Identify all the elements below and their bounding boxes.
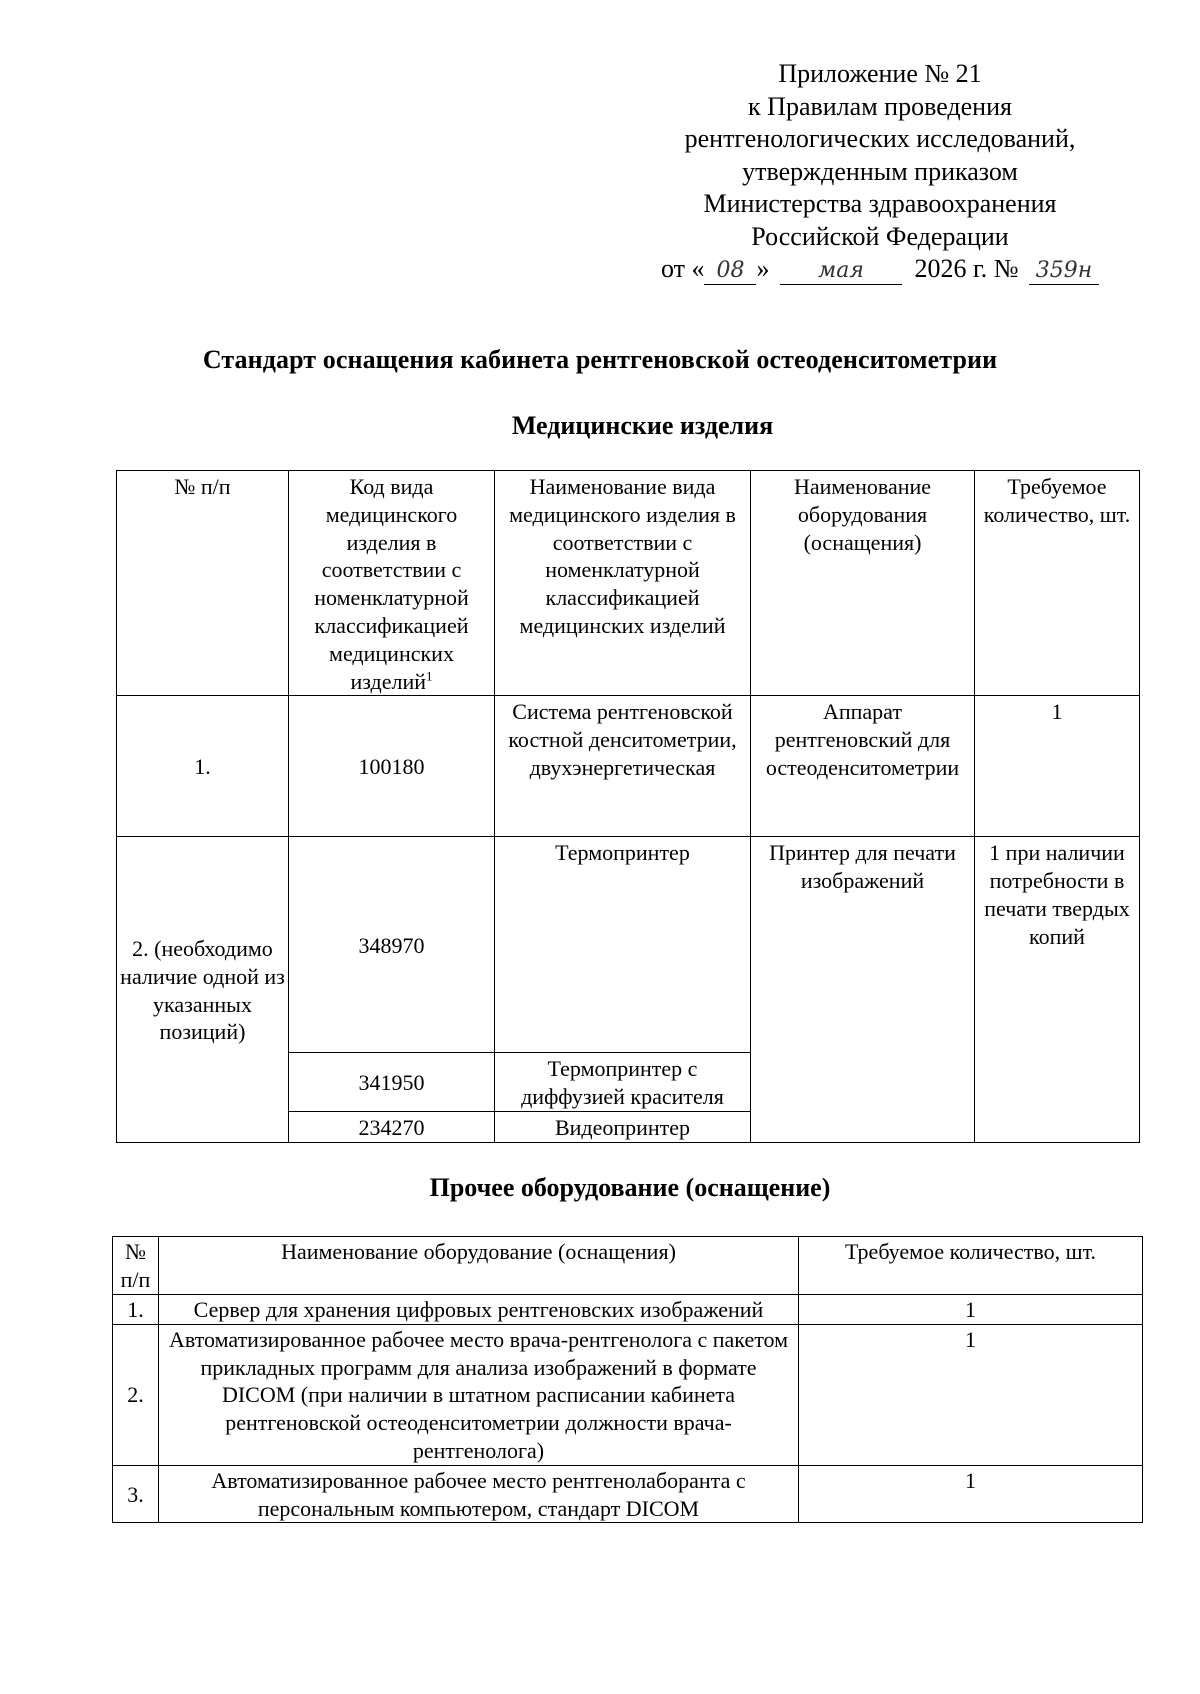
date-year: 2026 г. № bbox=[914, 254, 1019, 283]
header-cell: Наименование оборудование (оснащения) bbox=[159, 1237, 799, 1295]
equipment-name: Автоматизированное рабочее место врача-рентгенолога с пакетом прикладных программ для анализа изображений в формате DICOM (при наличии в штатном расписании кабинета рентгеновской остеоденситометрии должности врача-рентгенолога) bbox=[159, 1324, 799, 1465]
header-cell: № п/п bbox=[117, 471, 289, 696]
medical-devices-table bbox=[116, 470, 1140, 1143]
device-name: Термопринтер bbox=[495, 837, 751, 1053]
handwritten-month: мая bbox=[780, 258, 902, 285]
appendix-line: Российской Федерации bbox=[751, 221, 1009, 251]
device-name: Термопринтер с диффузией красителя bbox=[495, 1053, 751, 1112]
date-mid: » bbox=[756, 254, 770, 283]
header-cell: Наименование вида медицинского изделия в соответствии с номенклатурной классификацией медицинских изделий bbox=[495, 471, 751, 696]
section-title-medical-devices: Медицинские изделия bbox=[511, 411, 774, 440]
appendix-line: Приложение № 21 bbox=[778, 59, 982, 88]
table-row bbox=[113, 1465, 1143, 1523]
header-cell: Требуемое количество, шт. bbox=[799, 1237, 1143, 1295]
equipment-name: Аппарат рентгеновский для остеоденситометрии bbox=[751, 696, 975, 837]
header-cell: Наименование оборудования (оснащения) bbox=[751, 471, 975, 696]
footnote-marker: 1 bbox=[426, 668, 433, 684]
table-header-row bbox=[117, 471, 1140, 696]
appendix-line: утвержденным приказом bbox=[742, 156, 1018, 186]
device-code: 348970 bbox=[289, 837, 495, 1053]
table-header-row bbox=[113, 1237, 1143, 1295]
header-cell: Требуемое количество, шт. bbox=[975, 471, 1140, 696]
other-equipment-table bbox=[112, 1236, 1143, 1523]
device-code: 234270 bbox=[289, 1111, 495, 1142]
required-quantity: 1 bbox=[975, 696, 1140, 837]
table-row bbox=[117, 696, 1140, 837]
header-cell-text: Код вида медицинского изделия в соответствии с номенклатурной классификацией медицинских изделий bbox=[314, 474, 469, 694]
order-date-line bbox=[620, 253, 1140, 286]
table-row bbox=[113, 1324, 1143, 1465]
device-code: 341950 bbox=[289, 1053, 495, 1112]
section-title-other-equipment: Прочее оборудование (оснащение) bbox=[429, 1173, 831, 1202]
required-quantity: 1 bbox=[799, 1465, 1143, 1523]
date-prefix: от « bbox=[660, 254, 705, 283]
appendix-line: к Правилам проведения bbox=[748, 91, 1012, 121]
appendix-line: Министерства здравоохранения bbox=[703, 189, 1057, 218]
table-row bbox=[113, 1295, 1143, 1325]
table-row bbox=[117, 837, 1140, 1053]
required-quantity: 1 bbox=[799, 1295, 1143, 1325]
row-number: 2. bbox=[113, 1324, 159, 1465]
appendix-block bbox=[620, 58, 1140, 286]
equipment-name: Принтер для печати изображений bbox=[751, 837, 975, 1142]
equipment-name: Автоматизированное рабочее место рентгенолаборанта с персональным компьютером, стандарт DICOM bbox=[159, 1465, 799, 1523]
required-quantity: 1 при наличии потребности в печати твердых копий bbox=[975, 837, 1140, 1142]
appendix-line: рентгенологических исследований, bbox=[684, 124, 1076, 153]
handwritten-day: 08 bbox=[704, 258, 756, 285]
row-number: 2. (необходимо наличие одной из указанных позиций) bbox=[117, 837, 289, 1142]
header-cell bbox=[289, 471, 495, 696]
required-quantity: 1 bbox=[799, 1324, 1143, 1465]
row-number: 1. bbox=[117, 696, 289, 837]
handwritten-order-number: 359н bbox=[1029, 258, 1099, 285]
document-title: Стандарт оснащения кабинета рентгеновской остеоденситометрии bbox=[202, 345, 998, 374]
device-code: 100180 bbox=[289, 696, 495, 837]
row-number: 1. bbox=[113, 1295, 159, 1325]
row-number: 3. bbox=[113, 1465, 159, 1523]
device-name: Видеопринтер bbox=[495, 1111, 751, 1142]
header-cell: № п/п bbox=[113, 1237, 159, 1295]
equipment-name: Сервер для хранения цифровых рентгеновских изображений bbox=[159, 1295, 799, 1325]
device-name: Система рентгеновской костной денситометрии, двухэнергетическая bbox=[495, 696, 751, 837]
